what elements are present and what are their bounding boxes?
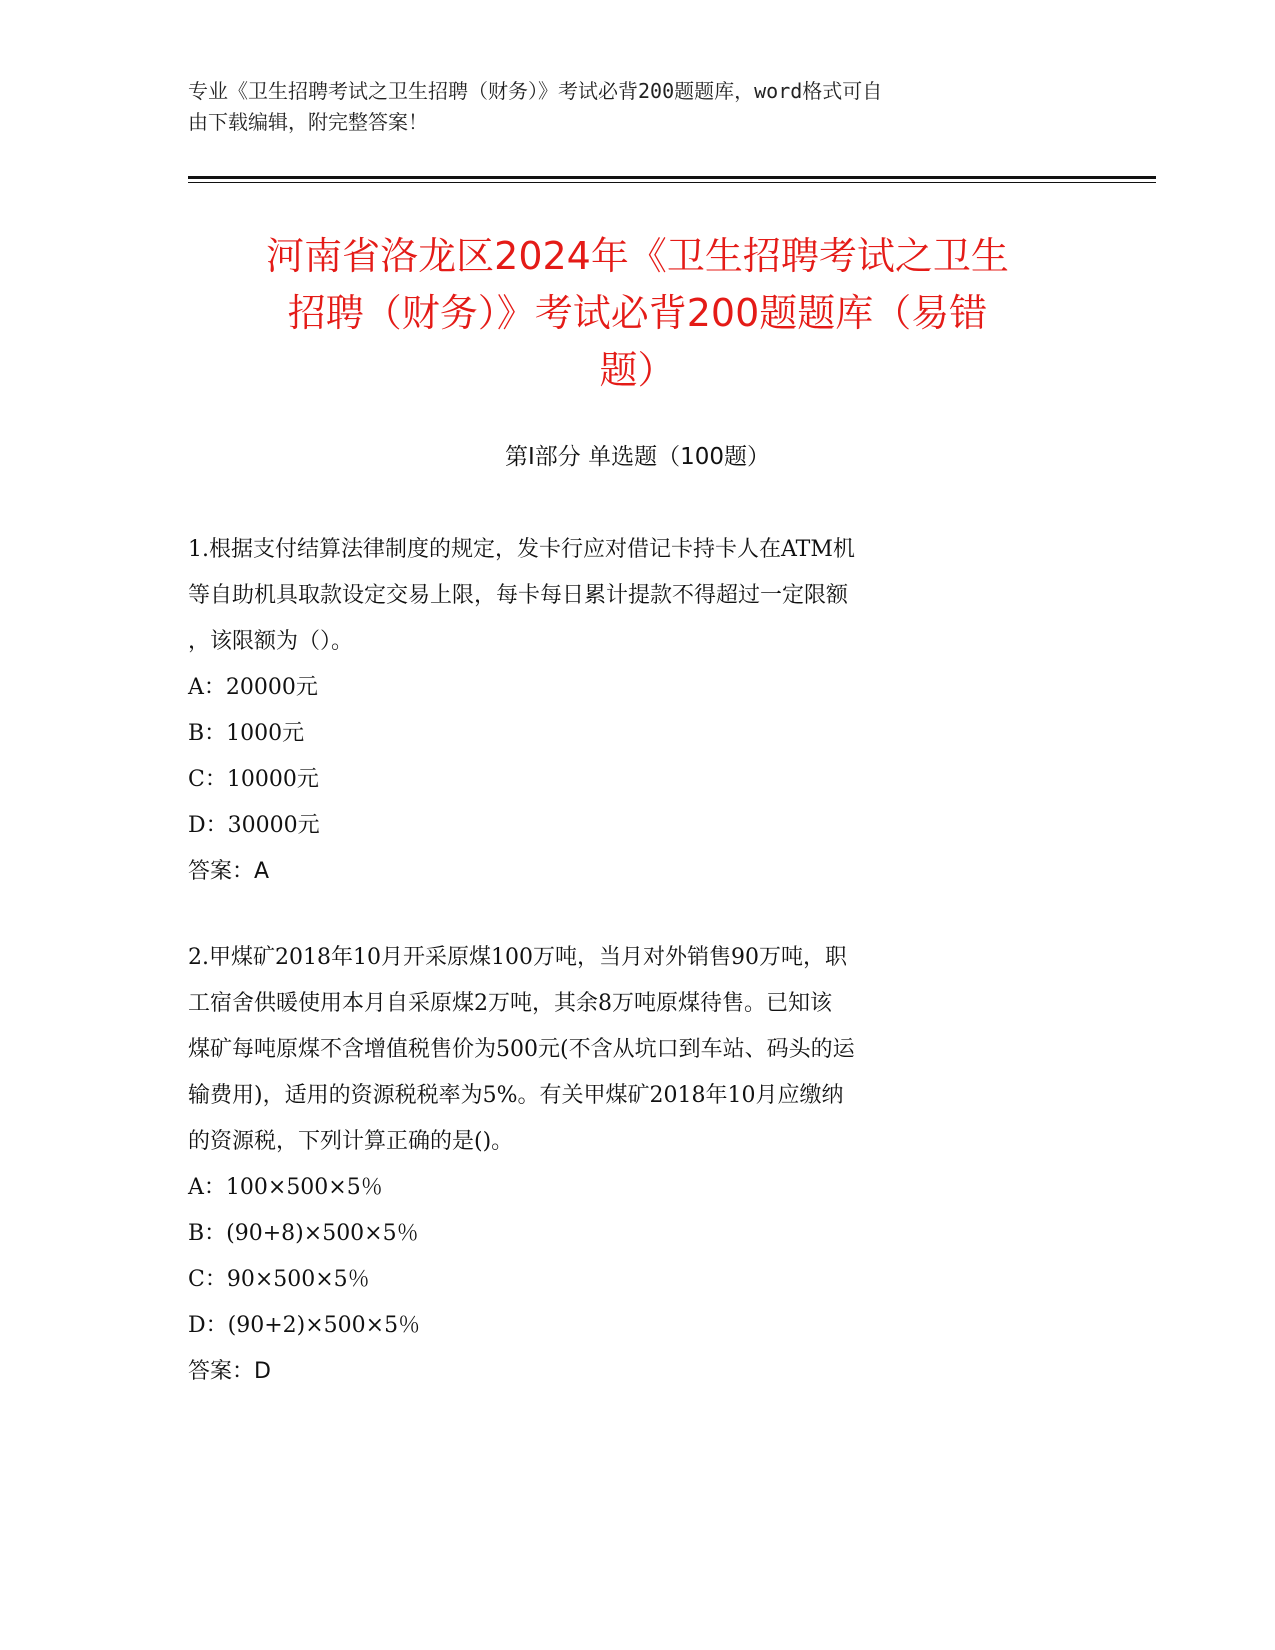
header-note — [188, 76, 1068, 138]
document-title — [150, 228, 1125, 399]
option-d: D：(90+2)×500×5％ — [188, 1313, 421, 1338]
title-line: 题） — [599, 348, 676, 392]
question-text-line: 2.甲煤矿2018年10月开采原煤100万吨，当月对外销售90万吨，职 — [188, 945, 847, 970]
answer: 答案：A — [188, 859, 270, 884]
question-text-line: 煤矿每吨原煤不含增值税售价为500元(不含从坑口到车站、码头的运 — [188, 1037, 855, 1062]
question-text-line: 1.根据支付结算法律制度的规定，发卡行应对借记卡持卡人在ATM机 — [188, 537, 855, 562]
option-a: A：20000元 — [188, 675, 318, 700]
option-c: C：90×500×5％ — [188, 1267, 370, 1292]
question-2 — [188, 935, 1068, 1395]
option-c: C：10000元 — [188, 767, 319, 792]
question-text-line: 的资源税，下列计算正确的是()。 — [188, 1129, 514, 1154]
option-b: B：(90+8)×500×5％ — [188, 1221, 419, 1246]
header-note-line: 由下载编辑，附完整答案！ — [188, 110, 428, 134]
question-text-line: 等自助机具取款设定交易上限，每卡每日累计提款不得超过一定限额 — [188, 583, 849, 608]
question-1 — [188, 527, 1068, 895]
question-text-line: 输费用)，适用的资源税税率为5%。有关甲煤矿2018年10月应缴纳 — [188, 1083, 844, 1108]
question-text-line: ，该限额为（）。 — [188, 629, 354, 654]
option-a: A：100×500×5％ — [188, 1175, 383, 1200]
question-text-line: 工宿舍供暖使用本月自采原煤2万吨，其余8万吨原煤待售。已知该 — [188, 991, 832, 1016]
header-note-line: 专业《卫生招聘考试之卫生招聘（财务）》考试必背200题题库，word格式可自 — [188, 79, 883, 103]
title-line: 招聘（财务）》考试必背200题题库（易错 — [287, 291, 988, 335]
answer: 答案：D — [188, 1359, 271, 1384]
title-line: 河南省洛龙区2024年《卫生招聘考试之卫生 — [266, 234, 1009, 278]
header-divider-thick — [188, 176, 1156, 179]
section-heading: 第I部分 单选题（100题） — [505, 444, 770, 470]
option-b: B：1000元 — [188, 721, 305, 746]
header-divider-thin — [188, 182, 1156, 183]
option-d: D：30000元 — [188, 813, 320, 838]
